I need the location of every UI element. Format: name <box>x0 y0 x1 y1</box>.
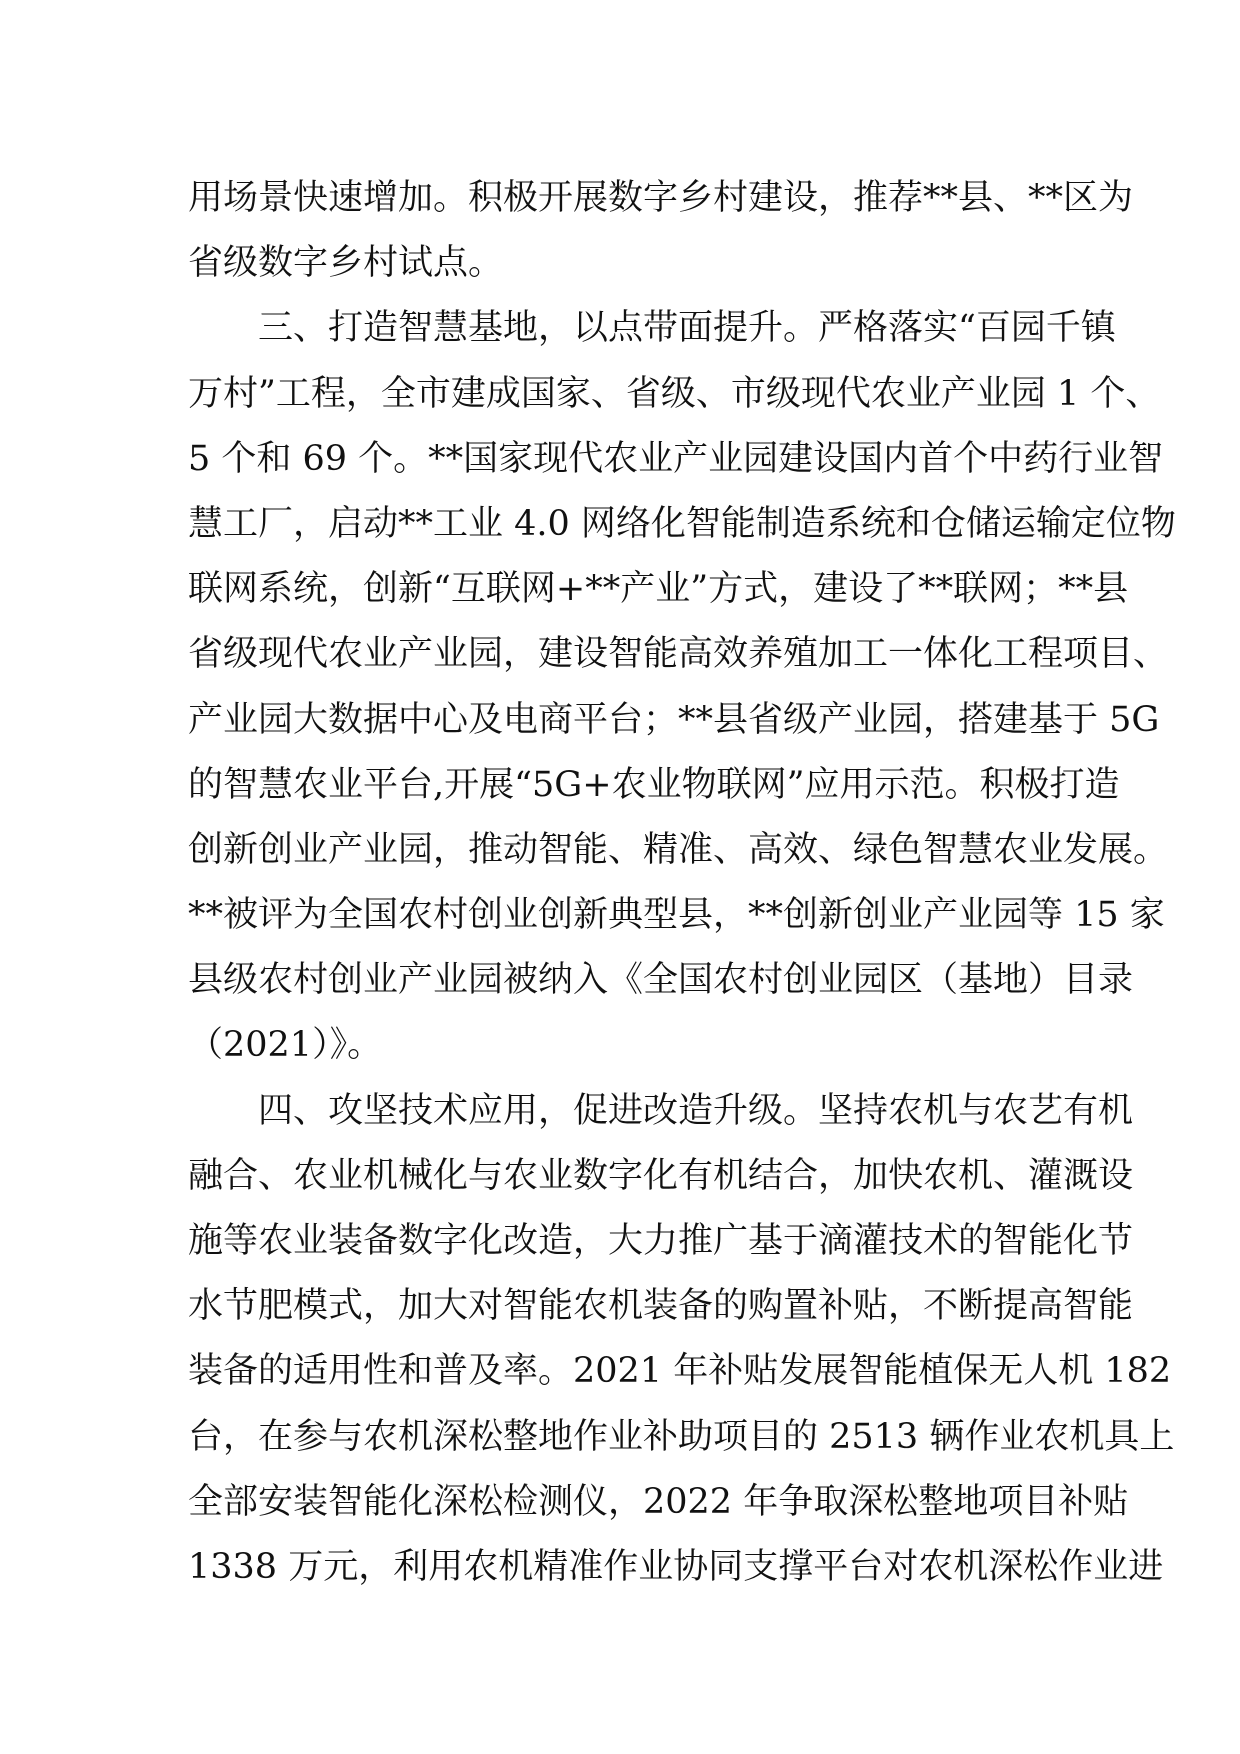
text-line: 慧工厂，启动**工业 4.0 网络化智能制造系统和仓储运输定位物 <box>188 503 1176 544</box>
text-line: 三、打造智慧基地，以点带面提升。严格落实“百园千镇 <box>258 308 1116 349</box>
text-line: 融合、农业机械化与农业数字化有机结合，加快农机、灌溉设 <box>188 1155 1134 1196</box>
text-line: 台，在参与农机深松整地作业补助项目的 2513 辆作业农机具上 <box>188 1416 1175 1457</box>
text-line: 创新创业产业园，推动智能、精准、高效、绿色智慧农业发展。 <box>188 829 1169 870</box>
text-line: 5 个和 69 个。**国家现代农业产业园建设国内首个中药行业智 <box>188 438 1164 479</box>
text-line: 产业园大数据中心及电商平台；**县省级产业园，搭建基于 5G <box>188 699 1160 740</box>
text-line: 省级现代农业产业园，建设智能高效养殖加工一体化工程项目、 <box>188 634 1169 675</box>
text-line: 施等农业装备数字化改造，大力推广基于滴灌技术的智能化节 <box>188 1221 1134 1261</box>
paragraph-continuation <box>188 166 1134 296</box>
text-line: 万村”工程，全市建成国家、省级、市级现代农业产业园 1 个、 <box>188 373 1161 414</box>
text-line: 县级农村创业产业园被纳入《全国农村创业园区（基地）目录 <box>188 960 1134 1001</box>
text-line: 全部安装智能化深松检测仪，2022 年争取深松整地项目补贴 <box>188 1481 1129 1522</box>
paragraph-section-4 <box>188 1079 1175 1601</box>
text-line: **被评为全国农村创业创新典型县，**创新创业产业园等 15 家 <box>188 895 1165 936</box>
text-line: 的智慧农业平台,开展“5G+农业物联网”应用示范。积极打造 <box>188 764 1120 805</box>
text-line: 联网系统，创新“互联网+**产业”方式，建设了**联网；**县 <box>188 569 1129 610</box>
text-line: 用场景快速增加。积极开展数字乡村建设，推荐**县、**区为 <box>188 178 1134 218</box>
text-line: （2021）》。 <box>188 1025 383 1066</box>
text-line: 装备的适用性和普及率。2021 年补贴发展智能植保无人机 182 <box>188 1351 1172 1392</box>
text-line: 省级数字乡村试点。 <box>188 243 504 284</box>
paragraph-section-3 <box>188 296 1176 1078</box>
text-line: 1338 万元，利用农机精准作业协同支撑平台对农机深松作业进 <box>188 1546 1164 1587</box>
body-text <box>188 166 1176 1600</box>
text-line: 水节肥模式，加大对智能农机装备的购置补贴，不断提高智能 <box>188 1286 1134 1327</box>
text-line: 四、攻坚技术应用，促进改造升级。坚持农机与农艺有机 <box>258 1090 1134 1131</box>
